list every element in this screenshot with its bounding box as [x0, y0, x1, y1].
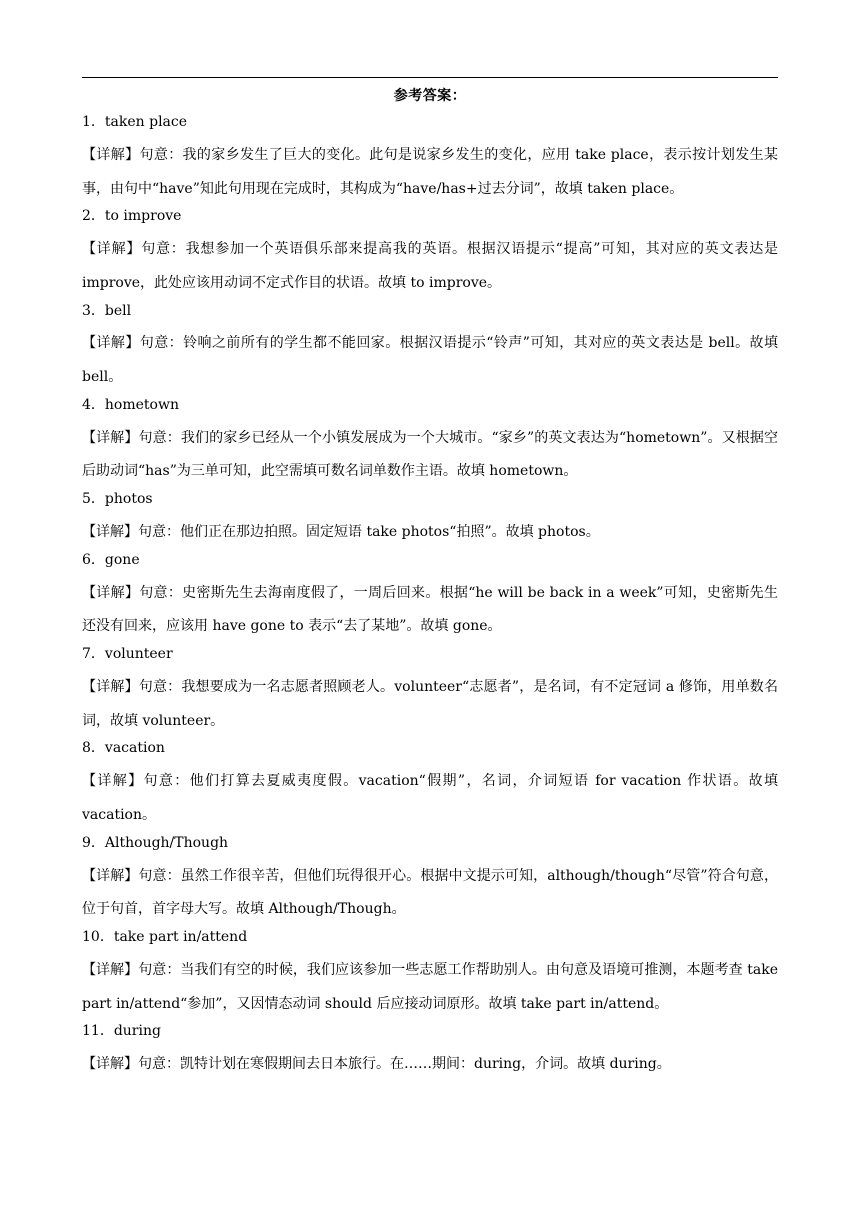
answer-explanation: 【详解】句意：我的家乡发生了巨大的变化。此句是说家乡发生的变化，应用 take place，表示按计划发生某事，由句中“have”知此句用现在完成时，其构成为“have/has+过去分词”，故填 taken place。	[82, 146, 778, 197]
answer-explanation: 【详解】句意：我想要成为一名志愿者照顾老人。volunteer“志愿者”，是名词，有不定冠词 a 修饰，用单数名词，故填 volunteer。	[82, 678, 778, 729]
answer-item-1	[82, 112, 778, 206]
answer-explanation: 【详解】句意：铃响之前所有的学生都不能回家。根据汉语提示“铃声”可知，其对应的英文表达是 bell。故填 bell。	[82, 335, 778, 386]
answer-explanation: 【详解】句意：虽然工作很辛苦，但他们玩得很开心。根据中文提示可知，although/though“尽管”符合句意，位于句首，首字母大写。故填 Although/Though。	[82, 867, 778, 918]
answer-item-11	[82, 1021, 778, 1082]
answer-text: 10．take part in/attend	[82, 928, 248, 945]
answer-explanation: 【详解】句意：我们的家乡已经从一个小镇发展成为一个大城市。“家乡”的英文表达为“hometown”。又根据空后助动词“has”为三单可知，此空需填可数名词单数作主语。故填 hometown。	[82, 429, 778, 480]
answer-text: 4．hometown	[82, 396, 179, 413]
answer-explanation: 【详解】句意：史密斯先生去海南度假了，一周后回来。根据“he will be back in a week”可知，史密斯先生还没有回来，应该用 have gone to 表示“去了某地”。故填 gone。	[82, 584, 778, 635]
answer-explanation: 【详解】句意：他们正在那边拍照。固定短语 take photos“拍照”。故填 photos。	[82, 524, 600, 541]
answer-text: 1．taken place	[82, 114, 188, 130]
answer-item-10	[82, 927, 778, 1021]
answer-explanation: 【详解】句意：我想参加一个英语俱乐部来提高我的英语。根据汉语提示“提高”可知，其对应的英文表达是 improve，此处应该用动词不定式作目的状语。故填 to improve。	[82, 241, 778, 291]
answer-text: 9．Although/Though	[82, 834, 229, 851]
answer-item-2	[82, 206, 778, 300]
answer-text: 5．photos	[82, 491, 153, 508]
answer-explanation: 【详解】句意：当我们有空的时候，我们应该参加一些志愿工作帮助别人。由句意及语境可推测，本题考查 take part in/attend“参加”，又因情态动词 should 后应接动词原形。故填 take part in/attend。	[82, 961, 778, 1012]
answer-item-4	[82, 395, 778, 489]
answer-explanation: 【详解】句意：凯特计划在寒假期间去日本旅行。在……期间：during，介词。故填 during。	[82, 1056, 671, 1073]
answer-text: 6．gone	[82, 551, 140, 568]
answer-item-9	[82, 833, 778, 927]
answer-list	[82, 112, 778, 1082]
answer-item-3	[82, 301, 778, 395]
header-rule	[82, 77, 778, 78]
answer-text: 3．bell	[82, 302, 132, 319]
answer-item-5	[82, 489, 778, 550]
answer-text: 7．volunteer	[82, 646, 173, 663]
answer-explanation: 【详解】句意：他们打算去夏威夷度假。vacation“假期”，名词，介词短语 for vacation 作状语。故填 vacation。	[82, 773, 778, 823]
answer-text: 11．during	[82, 1023, 161, 1040]
answer-text: 8．vacation	[82, 740, 165, 757]
answer-text: 2．to improve	[82, 208, 182, 225]
answer-item-7	[82, 644, 778, 738]
answer-item-8	[82, 738, 778, 832]
page-title: 参考答案：	[393, 88, 467, 104]
answer-item-6	[82, 550, 778, 644]
